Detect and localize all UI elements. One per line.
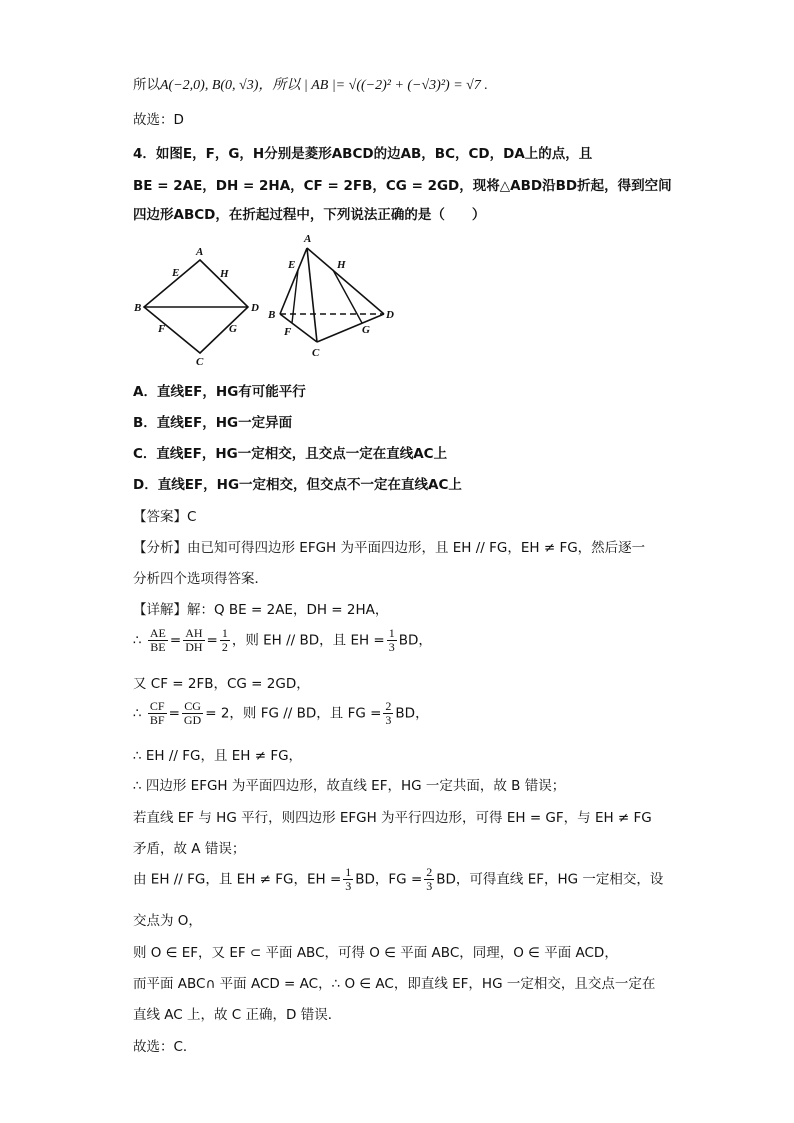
detail-text-4b: = 2，则 FG // BD，且 FG = [205, 705, 382, 722]
question-4-line-3: 四边形ABCD，在折起过程中，下列说法正确的是（ ） [133, 207, 486, 223]
analysis-tag: 【分析】 [133, 540, 187, 556]
detail-line-14: 故选：C． [133, 1039, 197, 1055]
fig2-label-B: B [268, 309, 276, 321]
fig2-label-A: A [304, 233, 312, 245]
detail-line-12: 而平面 ABC∩ 平面 ACD = AC，∴ O ∈ AC，即直线 EF，HG 一定相交，且交点一定在 [133, 976, 656, 992]
fig2-label-F: F [284, 326, 292, 338]
detail-line-9 [133, 866, 663, 893]
fraction-one-half: $\frac{1}{2}$ [221, 626, 228, 654]
prev-expression: A(−2,0), B(0, √3)，所以 | AB |= √((−2)² + (−√3)²) = √7 . [160, 78, 488, 93]
answer-value: C [187, 509, 197, 525]
detail-line-10: 交点为 O， [133, 913, 202, 929]
detail-line-8: 矛盾，故 A 错误； [133, 841, 246, 857]
detail-text-2c: BD， [398, 632, 432, 649]
detail-text-2b: ，则 EH // BD，且 EH = [231, 632, 385, 649]
fig2-label-C: C [312, 347, 320, 359]
fig2-label-D: D [386, 309, 394, 321]
fig1-label-G: G [229, 323, 237, 335]
fraction-one-third: $\frac{1}{3}$ [388, 626, 395, 654]
figure-rhombus [130, 240, 270, 370]
fraction-two-thirds-2: $\frac{2}{3}$ [426, 865, 433, 893]
answer-tag: 【答案】 [133, 509, 187, 525]
answer-line [133, 505, 196, 525]
detail-text-1: 解：Q BE = 2AE，DH = 2HA， [187, 602, 389, 618]
fraction-one-third-2: $\frac{1}{3}$ [345, 865, 352, 893]
fraction-two-thirds: $\frac{2}{3}$ [385, 699, 392, 727]
detail-line-4: ∴ $\frac{CF}{BF}$ = $\frac{CG}{GD}$ = 2，则 FG // BD，且 FG = $\frac{2}{3}$ BD， [133, 699, 429, 727]
detail-line-7: 若直线 EF 与 HG 平行，则四边形 EFGH 为平行四边形，可得 EH = GF，与 EH ≠ FG [133, 810, 652, 826]
detail-line-3: 又 CF = 2FB，CG = 2GD， [133, 676, 310, 692]
question-4-line-2: BE = 2AE，DH = 2HA，CF = 2FB，CG = 2GD，现将△ABD沿BD折起，得到空间 [133, 178, 672, 194]
analysis-line-1 [133, 536, 645, 556]
fraction-AE-BE: $\frac{AE}{BE}$ [149, 626, 166, 654]
detail-line-2: ∴ $\frac{AE}{BE}$ = $\frac{AH}{DH}$ = $\frac{1}{2}$ ，则 EH // BD，且 EH = $\frac{1}{3}$ BD， [133, 626, 432, 654]
fraction-CG-GD: $\frac{CG}{GD}$ [183, 699, 202, 727]
fig1-label-A: A [196, 246, 204, 258]
fraction-CF-BF: $\frac{CF}{BF}$ [149, 699, 165, 727]
option-B: B．直线EF，HG一定异面 [133, 415, 293, 431]
figure-folded-space-quadrilateral [262, 228, 402, 368]
fig1-label-H: H [220, 268, 229, 280]
detail-text-9c: BD，可得直线 EF，HG 一定相交，设 [436, 871, 664, 888]
analysis-line-2: 分析四个选项得答案． [133, 571, 268, 587]
analysis-text-1: 由已知可得四边形 EFGH 为平面四边形，且 EH // FG，EH ≠ FG，然后逐一 [187, 540, 646, 556]
option-C: C．直线EF，HG一定相交，且交点一定在直线AC上 [133, 446, 448, 462]
therefore-symbol: ∴ [133, 632, 142, 649]
detail-text-9b: BD，FG = [355, 871, 423, 888]
detail-line-5: ∴ EH // FG，且 EH ≠ FG， [133, 748, 303, 764]
fig2-label-G: G [362, 324, 370, 336]
detail-tag: 【详解】 [133, 602, 187, 618]
previous-solution-line [133, 73, 488, 94]
fig2-label-H: H [337, 259, 346, 271]
prev-prefix: 所以 [133, 77, 160, 93]
previous-answer-line: 故选：D [133, 112, 184, 128]
detail-line-1 [133, 598, 388, 618]
detail-line-6: ∴ 四边形 EFGH 为平面四边形，故直线 EF，HG 一定共面，故 B 错误； [133, 778, 566, 794]
option-D: D．直线EF，HG一定相交，但交点不一定在直线AC上 [133, 477, 462, 493]
question-4-line-1: 4．如图E，F，G，H分别是菱形ABCD的边AB，BC，CD，DA上的点，且 [133, 146, 593, 162]
detail-line-11: 则 O ∈ EF，又 EF ⊂ 平面 ABC，可得 O ∈ 平面 ABC，同理，O ∈ 平面 ACD， [133, 945, 618, 961]
detail-text-9a: 由 EH // FG，且 EH ≠ FG，EH = [133, 871, 342, 888]
option-A: A．直线EF，HG有可能平行 [133, 384, 306, 400]
fig1-label-E: E [172, 267, 180, 279]
detail-text-4c: BD， [395, 705, 429, 722]
fig1-label-D: D [251, 302, 259, 314]
fig1-label-C: C [196, 356, 204, 368]
detail-line-13: 直线 AC 上，故 C 正确，D 错误． [133, 1007, 342, 1023]
fig1-label-B: B [134, 302, 142, 314]
fig1-label-F: F [158, 323, 166, 335]
fraction-AH-DH: $\frac{AH}{DH}$ [185, 626, 203, 654]
therefore-symbol-2: ∴ [133, 705, 142, 722]
fig2-label-E: E [288, 259, 296, 271]
